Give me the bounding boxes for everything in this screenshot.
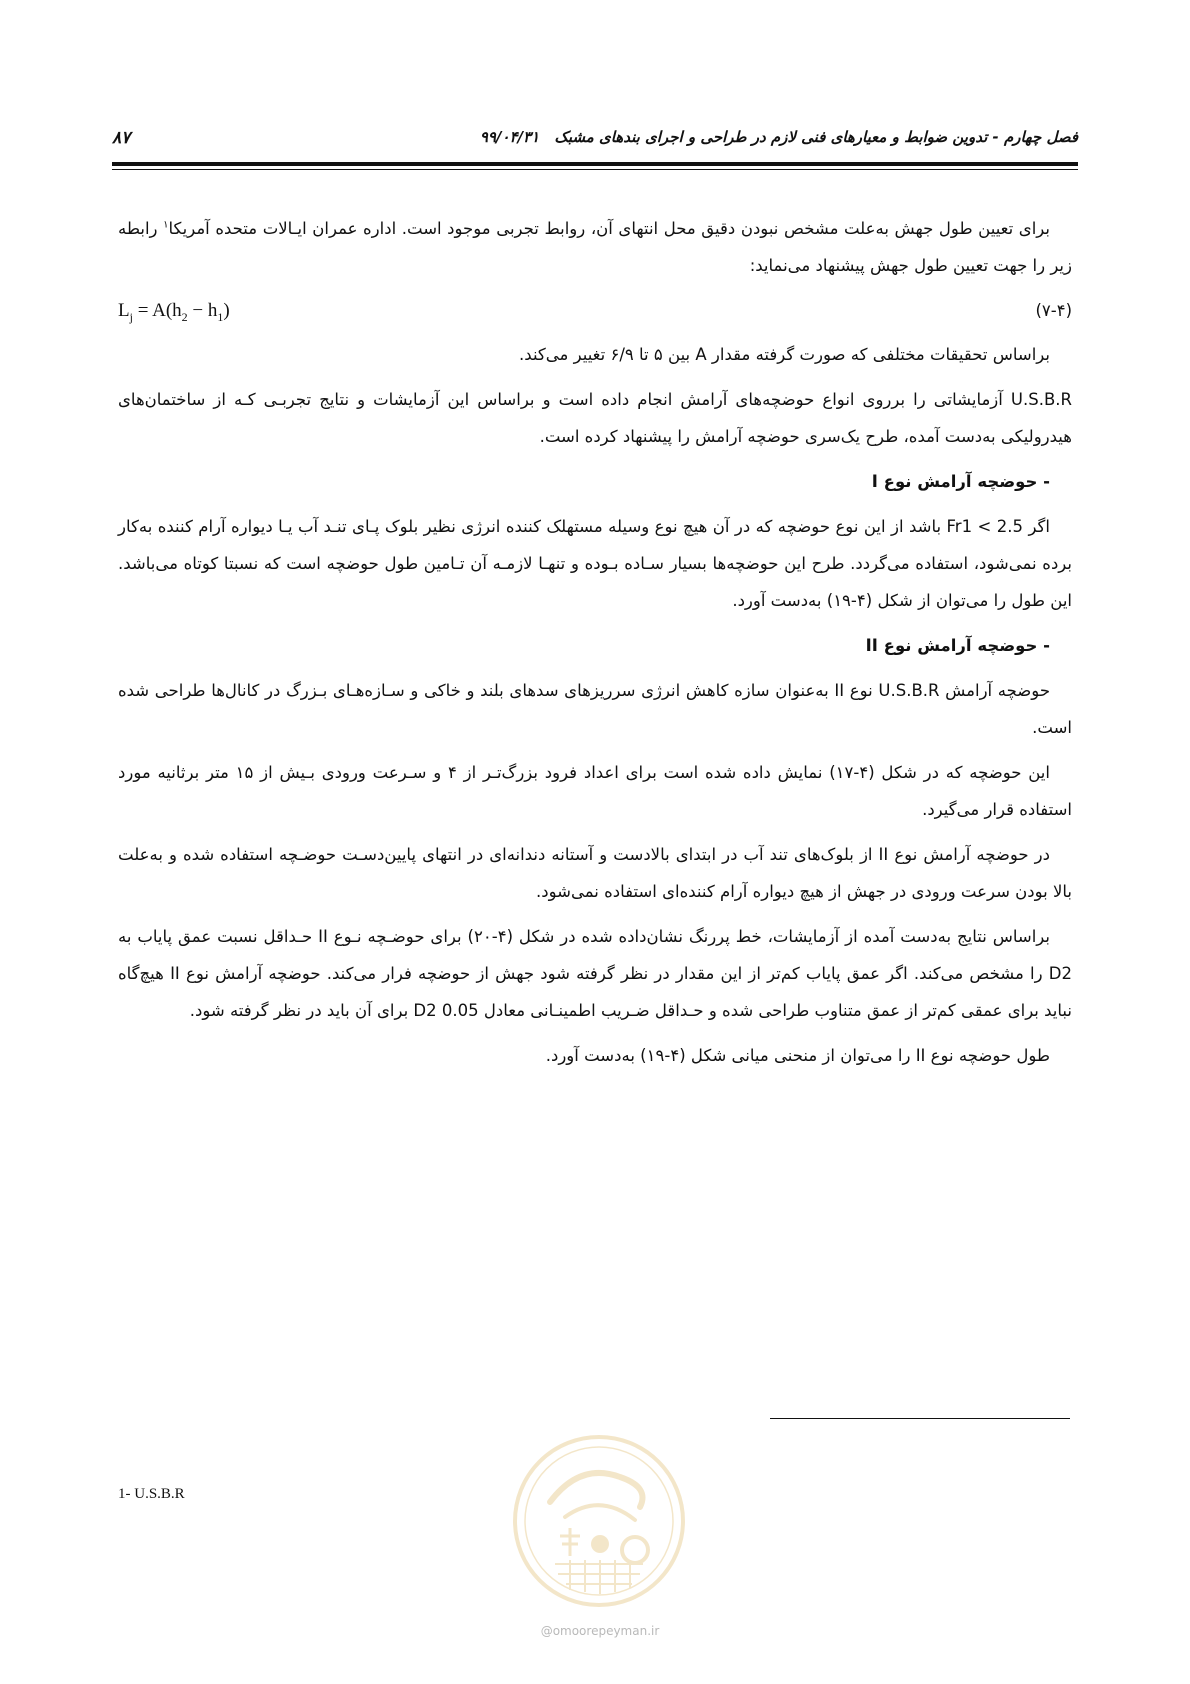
paragraph-2: براساس تحقیقات مختلفی که صورت گرفته مقدار A بین ۵ تا ۶/۹ تغییر می‌کند. [519, 345, 1050, 364]
paragraph-1 [118, 210, 1072, 284]
equation-mid: = A(h [132, 300, 182, 321]
paragraph-6: این حوضچه که در شکل (۴-۱۷) نمایش داده شده است برای اعداد فرود بزرگ‌تـر از ۴ و سـرعت ورودی بـیش از ۱۵ متر برثانیه مورد استفاده قرار می‌گیرد. [118, 763, 1072, 819]
section-heading-type-2: - حوضچه آرامش نوع II [865, 636, 1050, 655]
chapter-title [480, 128, 1078, 146]
footnote-rule [770, 1418, 1070, 1419]
page-number: ۸۷ [112, 128, 131, 148]
paragraph-1-line-1: برای تعیین طول جهش به‌علت مشخص نبودن دقیق محل انتهای آن، روابط تجربی موجود است. اداره عمران ایـالات [262, 219, 1051, 238]
chapter-title-text: فصل چهارم - تدوین ضوابط و معیارهای فنی لازم در طراحی و اجرای بندهای مشبک [554, 128, 1078, 146]
paragraph-7: در حوضچه آرامش نوع II از بلوک‌های تند آب در ابتدای بالادست و آستانه دندانه‌ای در انتهای پایین‌دسـت حوضـچه استفاده شده و به‌علت بالا بودن سرعت ورودی در جهش از هیچ دیواره آرام کننده‌ای استفاده نمی‌شود. [118, 845, 1072, 901]
watermark-url: @omoorepeyman.ir [540, 1624, 660, 1638]
equation-lhs-sub: j [129, 309, 133, 324]
paragraph-8: براساس نتایج به‌دست آمده از آزمایشات، خط پررنگ نشان‌داده شده در شکل (۴-۲۰) برای حوضـچه نـوع II حـداقل نسبت عمق پایاب به D2 را مشخص می‌کند. اگر عمق پایاب کم‌تر از این مقدار در نظر گرفته شود جهش از حوضچه فرار می‌کند. حوضچه آرامش نوع II هیچ‌گاه نباید برای عمقی کم‌تر از عمق متناوب طراحی شده و حـداقل ضـریب اطمینـانی معادل 0.05 D2 برای آن باید در نظر گرفته شود. [118, 927, 1072, 1020]
equation-close: ) [223, 300, 230, 321]
equation-number: (۷-۴) [1035, 301, 1072, 320]
paragraph-5: حوضچه آرامش U.S.B.R نوع II به‌عنوان سازه کاهش انرژی سرریزهای سدهای بلند و خاکی و سـازه‌هـای بـزرگ در کانال‌ها طراحی شده است. [118, 681, 1072, 737]
header-rule-thin [112, 169, 1078, 170]
equation [118, 292, 230, 336]
omoore-peyman-seal-logo [510, 1432, 688, 1610]
footnote-reference: ۱ [163, 219, 169, 231]
equation-sub-2: 2 [181, 309, 188, 324]
main-text [118, 210, 1072, 1082]
equation-minus: − h [187, 300, 218, 321]
header-rule-thick [112, 162, 1078, 166]
paragraph-9: طول حوضچه نوع II را می‌توان از منحنی میانی شکل (۴-۱۹) به‌دست آورد. [545, 1046, 1050, 1065]
header-date: ۹۹/۰۴/۳۱ [479, 128, 540, 146]
paragraph-4: اگر Fr1 < 2.5 باشد از این نوع حوضچه که در آن هیچ نوع وسیله مستهلک کننده انرژی نظیر بلوک پـای تنـد آب یـا دیواره آرام کننده به‌کار برده نمی‌شود، استفاده می‌گردد. طرح این حوضچه‌ها بسیار سـاده بـوده و تنهـا لازمـه آن تـامین طول حوضچه است که نسبتا کوتاه می‌باشد. این طول را می‌توان از شکل (۴-۱۹) به‌دست آورد. [118, 517, 1072, 610]
section-heading-type-1: - حوضچه آرامش نوع I [871, 472, 1050, 491]
equation-lhs: L [118, 300, 130, 321]
equation-row [118, 292, 1072, 332]
paragraph-1-line-2b: رابطه زیر را جهت تعیین طول جهش پیشنهاد می‌نماید: [118, 219, 1072, 275]
paragraph-3: U.S.B.R آزمایشاتی را برروی انواع حوضچه‌های آرامش انجام داده است و براساس این آزمایشات و نتایج تجربـی کـه از ساختمان‌های هیدرولیکی به‌دست آمده، طرح یک‌سری حوضچه آرامش را پیشنهاد کرده است. [118, 390, 1072, 446]
paragraph-1-line-2a: متحده آمریکا [168, 219, 258, 238]
page-header [112, 124, 1078, 154]
footnote: 1- U.S.B.R [118, 1486, 185, 1502]
equation-sub-1: 1 [217, 309, 224, 324]
